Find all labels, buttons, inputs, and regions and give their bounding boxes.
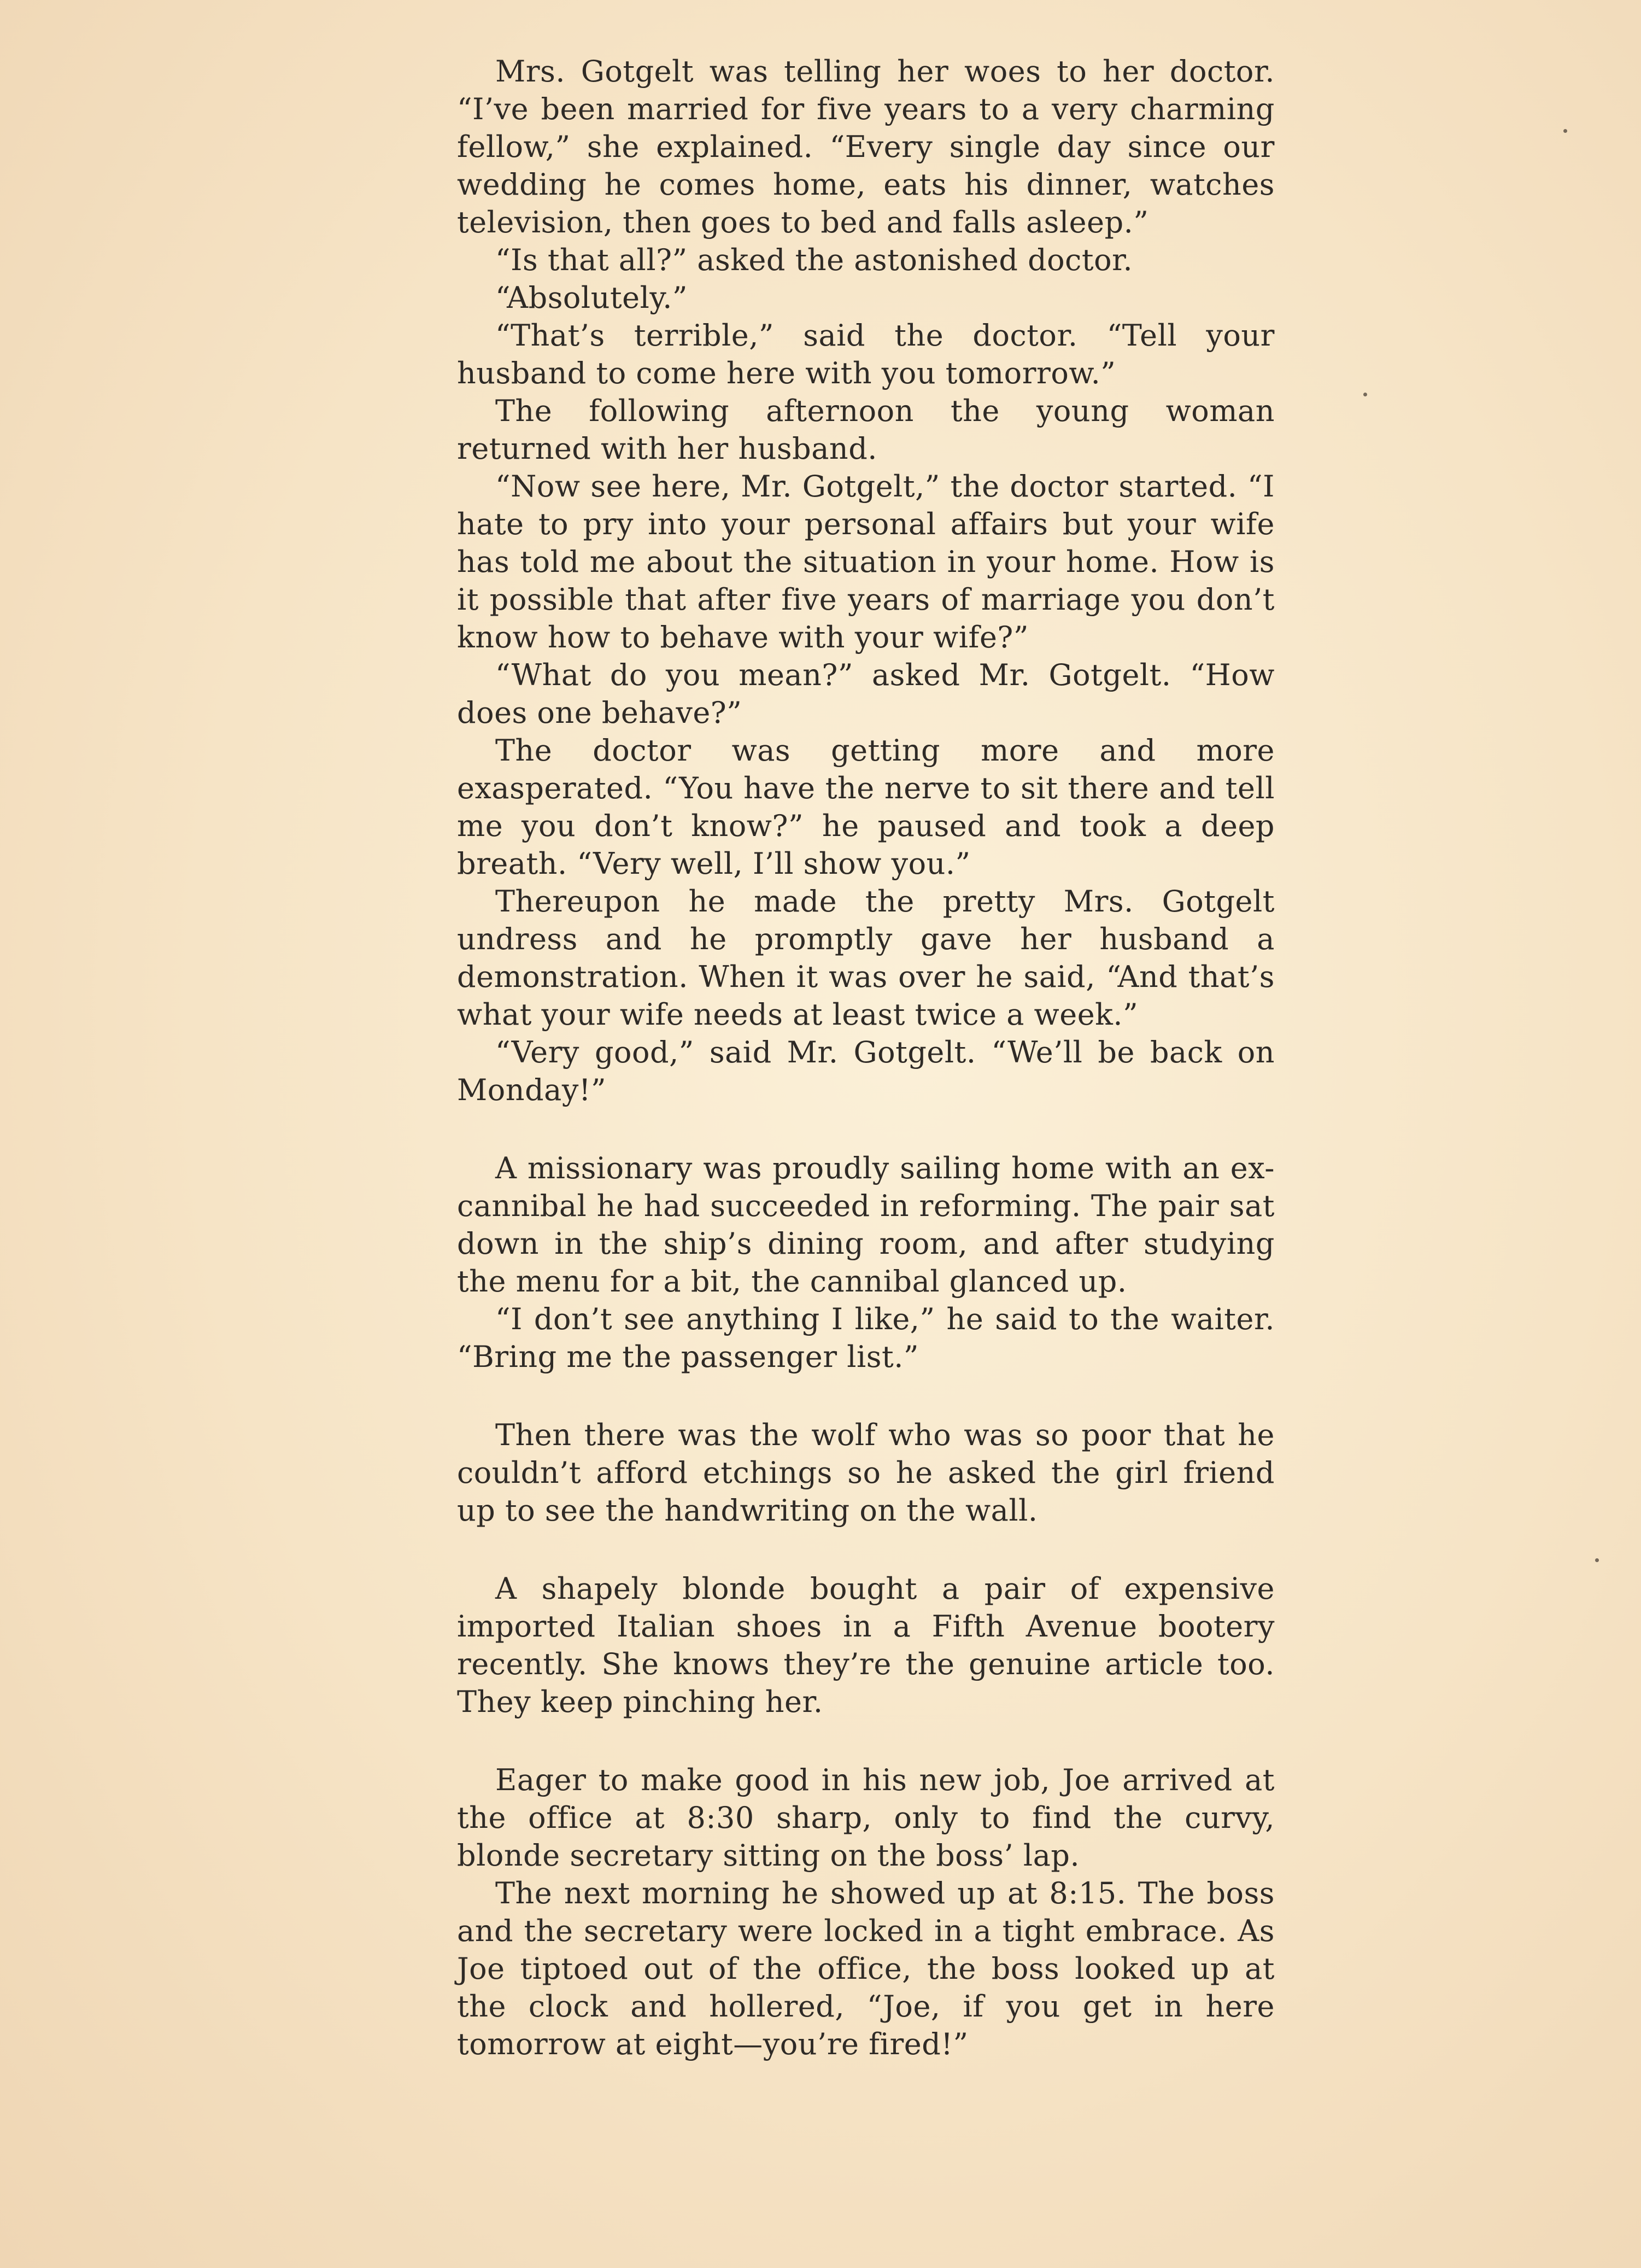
- paragraph: Then there was the wolf who was so poor that he couldn’t afford etchings so he asked the girl friend up to see the handwriting on the wall.: [457, 1418, 1275, 1528]
- paragraph: The doctor was getting more and more exasperated. “You have the nerve to sit there and tell me you don’t know?” he paused and took a deep breath. “Very well, I’ll show you.”: [457, 733, 1275, 881]
- paper-speck: [1563, 129, 1567, 133]
- paragraph: A shapely blonde bought a pair of expensive imported Italian shoes in a Fifth Avenue bootery recently. She knows they’re the genuine article too. They keep pinching her.: [457, 1571, 1275, 1719]
- paragraph: “Absolutely.”: [495, 280, 688, 315]
- joke-gotgelt: [457, 52, 1275, 1109]
- text-column: [457, 52, 1275, 2063]
- paragraph: “That’s terrible,” said the doctor. “Tell your husband to come here with you tomorrow.”: [457, 318, 1275, 390]
- paragraph: Mrs. Gotgelt was telling her woes to her doctor. “I’ve been married for five years to a very charming fellow,” she explained. “Every single day since our wedding he comes home, eats his dinner, watches television, then goes to bed and falls asleep.”: [457, 54, 1275, 239]
- paragraph: Eager to make good in his new job, Joe arrived at the office at 8:30 sharp, only to find the curvy, blonde secretary sitting on the boss’ lap.: [457, 1763, 1275, 1873]
- paragraph: “I don’t see anything I like,” he said to the waiter. “Bring me the passenger list.”: [457, 1302, 1275, 1374]
- paragraph: Thereupon he made the pretty Mrs. Gotgelt undress and he promptly gave her husband a demonstration. When it was over he said, “And that’s what your wife needs at least twice a week.”: [457, 884, 1275, 1032]
- paragraph: A missionary was proudly sailing home with an ex-cannibal he had succeeded in reforming. The pair sat down in the ship’s dining room, and after studying the menu for a bit, the cannibal glanced up.: [457, 1151, 1275, 1299]
- joke-blonde-shoes: [457, 1570, 1275, 1721]
- paragraph: “Very good,” said Mr. Gotgelt. “We’ll be back on Monday!”: [457, 1035, 1275, 1107]
- paragraph: The next morning he showed up at 8:15. The boss and the secretary were locked in a tight embrace. As Joe tiptoed out of the office, the boss looked up at the clock and hollered, “Joe, if you get in here tomorrow at eight—you’re fired!”: [457, 1876, 1275, 2061]
- paragraph: “Now see here, Mr. Gotgelt,” the doctor started. “I hate to pry into your personal affairs but your wife has told me about the situation in your home. How is it possible that after five years of marriage you don’t know how to behave with your wife?”: [457, 469, 1275, 654]
- paper-speck: [1595, 1558, 1599, 1562]
- paragraph: “What do you mean?” asked Mr. Gotgelt. “How does one behave?”: [457, 658, 1275, 730]
- joke-missionary: [457, 1149, 1275, 1376]
- paper-speck: [1363, 393, 1367, 396]
- joke-wolf: [457, 1416, 1275, 1529]
- paragraph: “Is that all?” asked the astonished doctor.: [495, 243, 1133, 277]
- paragraph: The following afternoon the young woman returned with her husband.: [457, 394, 1275, 466]
- joke-joe-office: [457, 1761, 1275, 2063]
